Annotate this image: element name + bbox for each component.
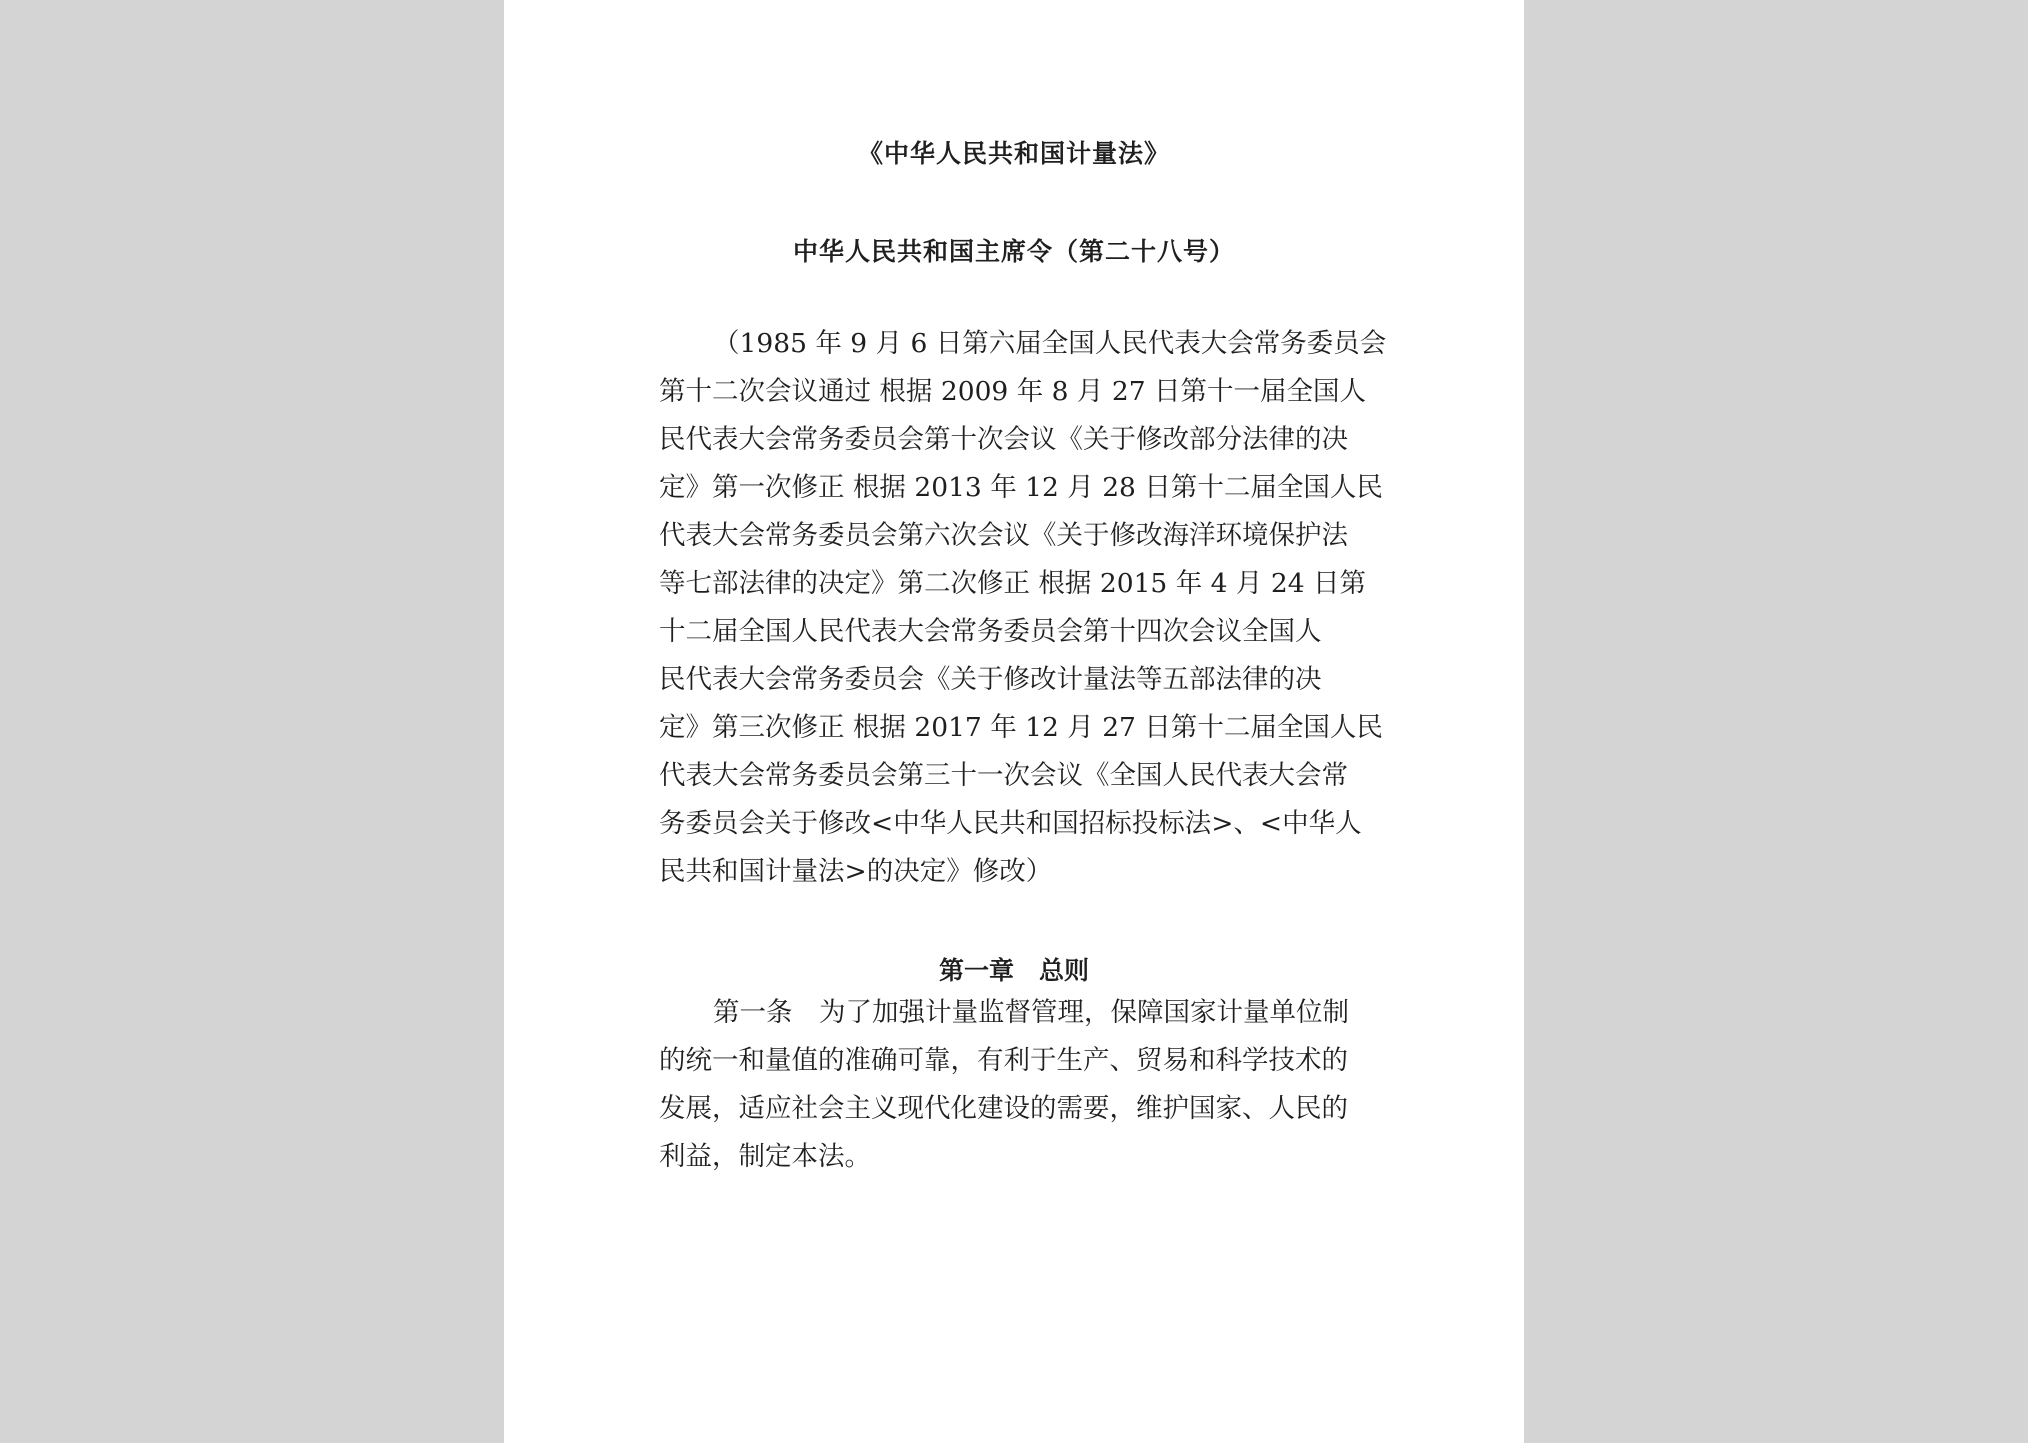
revision-note-line: 第十二次会议通过 根据 2009 年 8 月 27 日第十一届全国人: [659, 376, 1366, 407]
revision-note-line: 民共和国计量法>的决定》修改）: [659, 856, 1053, 887]
article-line: 利益，制定本法。: [659, 1141, 871, 1172]
document-page: [504, 0, 1524, 1443]
chapter-title: 第一章 总则: [938, 956, 1089, 985]
revision-note-line: 定》第一次修正 根据 2013 年 12 月 28 日第十二届全国人民: [659, 472, 1383, 503]
article-line: 的统一和量值的准确可靠，有利于生产、贸易和科学技术的: [659, 1045, 1348, 1076]
order-title: 中华人民共和国主席令（第二十八号）: [792, 237, 1235, 266]
article-line: 第一条 为了加强计量监督管理，保障国家计量单位制: [713, 997, 1349, 1028]
revision-note-line: 代表大会常务委员会第六次会议《关于修改海洋环境保护法: [659, 520, 1348, 551]
revision-note-line: 务委员会关于修改<中华人民共和国招标投标法>、<中华人: [659, 808, 1362, 839]
revision-note-line: 民代表大会常务委员会第十次会议《关于修改部分法律的决: [659, 424, 1348, 455]
revision-note-line: 民代表大会常务委员会《关于修改计量法等五部法律的决: [659, 664, 1322, 695]
article-line: 发展，适应社会主义现代化建设的需要，维护国家、人民的: [659, 1093, 1348, 1124]
revision-note-line: 定》第三次修正 根据 2017 年 12 月 27 日第十二届全国人民: [659, 712, 1383, 743]
revision-note-line: 十二届全国人民代表大会常务委员会第十四次会议全国人: [659, 616, 1322, 647]
revision-note-line: 代表大会常务委员会第三十一次会议《全国人民代表大会常: [659, 760, 1348, 791]
revision-note-line: （1985 年 9 月 6 日第六届全国人民代表大会常务委员会: [713, 328, 1387, 359]
revision-note-line: 等七部法律的决定》第二次修正 根据 2015 年 4 月 24 日第: [659, 568, 1366, 599]
law-title: 《中华人民共和国计量法》: [857, 139, 1170, 168]
